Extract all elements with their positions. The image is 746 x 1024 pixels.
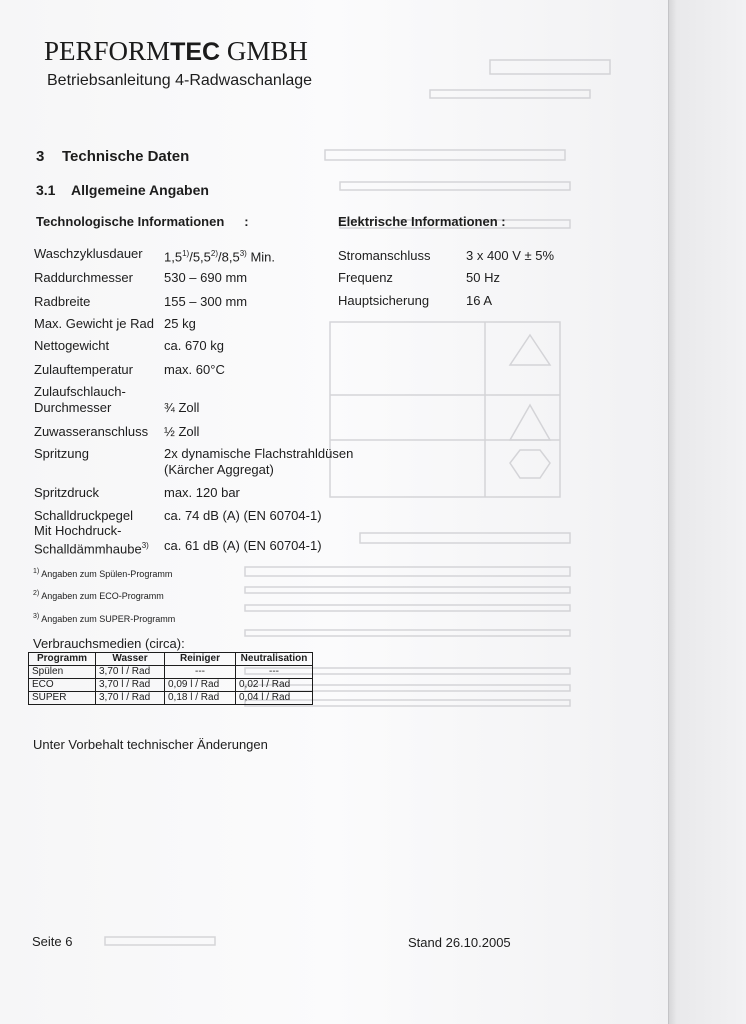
table-header-row xyxy=(29,653,313,666)
spec-label: Raddurchmesser xyxy=(34,270,133,285)
table-row xyxy=(29,692,313,705)
spec-value: max. 60°C xyxy=(164,362,225,377)
spec-label: Spritzung xyxy=(34,446,89,461)
footnote: $^{3)}$ Angaben zum SUPER-Programm xyxy=(33,613,176,624)
spec-value-cont: (Kärcher Aggregat) xyxy=(164,462,274,477)
elec-value: 3 x 400 V ± 5% xyxy=(466,248,555,263)
elec-label: Stromanschluss xyxy=(338,248,431,263)
table-cell: 3,70 l / Rad xyxy=(96,679,165,692)
spec-value: ¾ Zoll xyxy=(164,400,200,415)
elec-value: 16 A xyxy=(466,293,493,308)
table-cell: --- xyxy=(165,666,236,679)
subsection-heading: 3.1 Allgemeine Angaben xyxy=(36,182,209,198)
document-subtitle: Betriebsanleitung 4-Radwaschanlage xyxy=(47,72,313,89)
spec-value: ca. 74 dB (A) (EN 60704-1) xyxy=(164,508,322,523)
table-row xyxy=(29,679,313,692)
table-cell: 3,70 l / Rad xyxy=(96,692,165,705)
document-date: Stand 26.10.2005 xyxy=(408,935,511,950)
table-cell: ECO xyxy=(29,679,96,692)
spec-value: 155 – 300 mm xyxy=(164,294,248,309)
spec-value-wash-duration: 1,5$^{1)}$/5,5$^{2)}$/8,5$^{3)}$ Min. xyxy=(164,249,275,265)
table-cell: 0,18 l / Rad xyxy=(165,692,236,705)
spec-label: Max. Gewicht je Rad xyxy=(34,316,154,331)
table-cell: 0,02 l / Rad xyxy=(236,679,313,692)
spec-value: 530 – 690 mm xyxy=(164,270,248,285)
consumption-title: Verbrauchsmedien (circa): xyxy=(33,636,185,651)
spec-value: ca. 61 dB (A) (EN 60704-1) xyxy=(164,538,322,553)
spec-value: max. 120 bar xyxy=(164,485,240,500)
page-edge xyxy=(668,0,746,1024)
spec-label-cont: Schalldämmhaube$^{3)}$ xyxy=(34,541,149,557)
table-cell: Spülen xyxy=(29,666,96,679)
column-header: Neutralisation xyxy=(236,653,313,666)
footnote: $^{1)}$ Angaben zum Spülen-Programm xyxy=(33,568,173,579)
spec-label: Mit Hochdruck- xyxy=(34,523,122,538)
spec-label: Zuwasseranschluss xyxy=(34,424,149,439)
spec-label: Radbreite xyxy=(34,294,91,309)
table-cell: --- xyxy=(236,666,313,679)
spec-value: ca. 670 kg xyxy=(164,338,224,353)
elec-label: Frequenz xyxy=(338,270,393,285)
page-number: Seite 6 xyxy=(32,934,73,949)
company-logo: PERFORMTEC GMBH xyxy=(44,36,308,66)
consumption-table xyxy=(28,652,313,705)
table-row xyxy=(29,666,313,679)
spec-label-cont: Durchmesser xyxy=(34,400,112,415)
table-cell: SUPER xyxy=(29,692,96,705)
spec-value: 2x dynamische Flachstrahldüsen xyxy=(164,446,354,461)
table-cell: 0,09 l / Rad xyxy=(165,679,236,692)
column-header: Reiniger xyxy=(165,653,236,666)
tech-info-heading: Technologische Informationen : xyxy=(36,214,249,229)
footnote: $^{2)}$ Angaben zum ECO-Programm xyxy=(33,590,164,601)
elec-info-heading: Elektrische Informationen : xyxy=(338,214,506,229)
spec-label: Schalldruckpegel xyxy=(34,508,134,523)
section-heading: 3 Technische Daten xyxy=(36,148,190,165)
spec-label: Waschzyklusdauer xyxy=(34,246,143,261)
spec-label: Spritzdruck xyxy=(34,485,100,500)
spec-value: ½ Zoll xyxy=(164,424,200,439)
table-cell: 3,70 l / Rad xyxy=(96,666,165,679)
elec-value: 50 Hz xyxy=(466,270,500,285)
table-cell: 0,04 l / Rad xyxy=(236,692,313,705)
spec-label: Zulaufschlauch- xyxy=(34,384,126,399)
column-header: Programm xyxy=(29,653,96,666)
elec-label: Hauptsicherung xyxy=(338,293,430,308)
disclaimer-note: Unter Vorbehalt technischer Änderungen xyxy=(33,737,268,752)
spec-value: 25 kg xyxy=(164,316,196,331)
column-header: Wasser xyxy=(96,653,165,666)
spec-label: Nettogewicht xyxy=(34,338,110,353)
spec-label: Zulauftemperatur xyxy=(34,362,133,377)
